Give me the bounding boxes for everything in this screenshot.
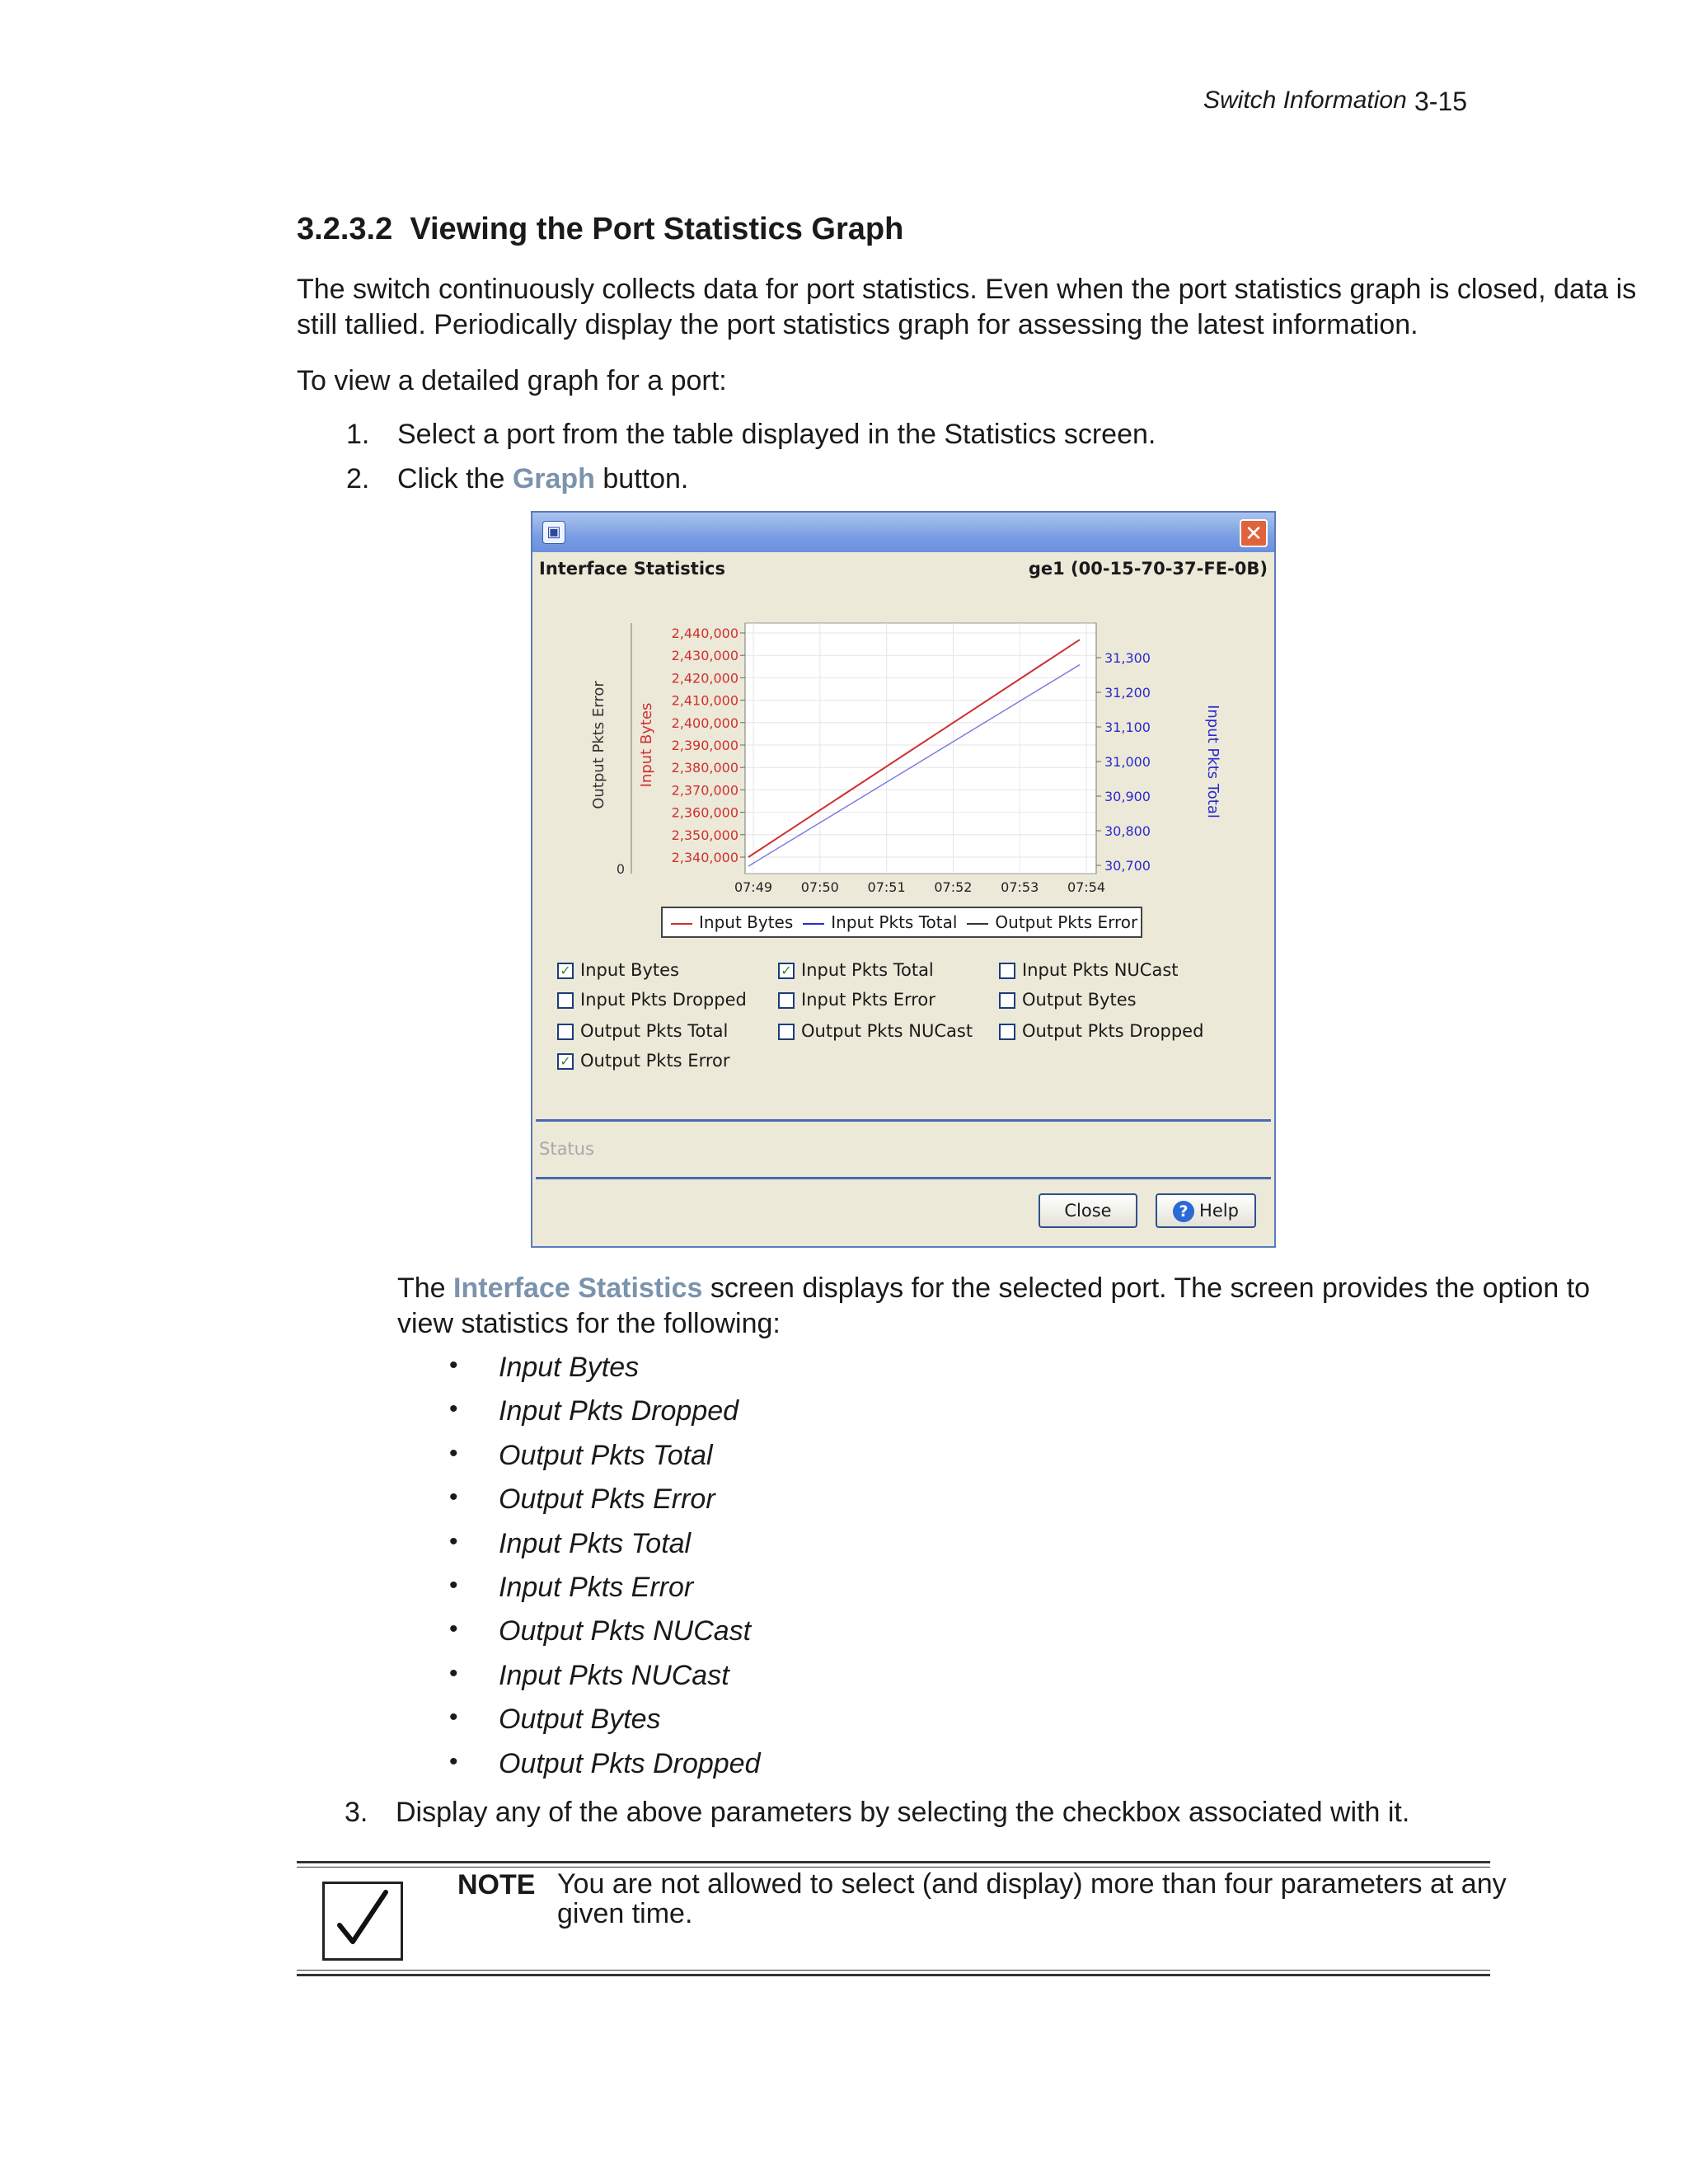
intro-line-2: still tallied. Periodically display the port statistics graph for assessing the latest information. — [297, 309, 1418, 340]
status-bar: Status — [539, 1139, 594, 1159]
y-tick-label-input-bytes: 2,440,000 — [671, 626, 738, 641]
checkbox-label: Output Pkts NUCast — [801, 1021, 973, 1041]
legend-label: Output Pkts Error — [995, 912, 1138, 932]
checked-box-icon[interactable]: ✓ — [778, 963, 795, 979]
checkbox-output-pkts-error[interactable] — [557, 1050, 729, 1071]
bullet-icon: • — [449, 1439, 458, 1467]
interface-statistics-reference: Interface Statistics — [453, 1272, 703, 1304]
checkbox-output-pkts-dropped[interactable] — [999, 1020, 1203, 1042]
bullet-icon: • — [449, 1352, 458, 1379]
y-tick-label-input-pkts-total: 31,100 — [1104, 719, 1151, 735]
chart-legend — [661, 907, 1142, 938]
list-item-text: Input Pkts Dropped — [499, 1395, 739, 1427]
step-2-post: button. — [594, 463, 689, 494]
note-text — [557, 1869, 1507, 1929]
checkbox-input-bytes[interactable] — [557, 959, 679, 981]
list-item-text: Output Pkts NUCast — [499, 1615, 752, 1647]
checkbox-label: Output Pkts Error — [580, 1051, 730, 1071]
legend-label: Input Bytes — [699, 912, 794, 932]
step-1-text: Select a port from the table displayed in the Statistics screen. — [397, 419, 1156, 450]
checkbox-output-pkts-total[interactable] — [557, 1020, 728, 1042]
y-tick-label-output-pkts-error: 0 — [616, 861, 625, 877]
legend-item — [671, 912, 793, 932]
checkbox-label: Output Pkts Dropped — [1022, 1021, 1204, 1041]
legend-swatch — [671, 923, 692, 925]
x-tick-label: 07:54 — [1067, 879, 1106, 895]
y-tick-label-input-pkts-total: 30,900 — [1104, 789, 1151, 804]
legend-swatch — [967, 923, 988, 925]
list-item-text: Input Pkts Total — [499, 1527, 692, 1559]
graph-panel — [539, 590, 1268, 953]
description-post: screen displays for the selected port. The screen provides the option to — [702, 1272, 1591, 1304]
y-tick-label-input-bytes: 2,430,000 — [671, 648, 738, 664]
bullet-icon: • — [449, 1747, 458, 1775]
y-tick-label-input-bytes: 2,400,000 — [671, 715, 738, 731]
list-item-text: Input Pkts NUCast — [499, 1659, 729, 1691]
section-title: Viewing the Port Statistics Graph — [410, 212, 904, 246]
intro-line-3: To view a detailed graph for a port: — [297, 365, 727, 396]
graph-button-reference: Graph — [512, 463, 595, 494]
checkbox-label: Input Pkts Total — [801, 960, 934, 980]
legend-item — [803, 912, 957, 932]
checkmark-icon — [322, 1882, 403, 1961]
list-item-text: Output Pkts Error — [499, 1483, 715, 1516]
help-button[interactable] — [1156, 1193, 1256, 1228]
y-tick-label-input-bytes: 2,410,000 — [671, 692, 738, 709]
description-line-2: view statistics for the following: — [397, 1308, 781, 1339]
checkbox-output-bytes[interactable] — [999, 989, 1137, 1010]
checkbox-input-pkts-nucast[interactable] — [999, 959, 1179, 981]
legend-item — [967, 912, 1137, 932]
help-icon: ? — [1173, 1201, 1194, 1222]
y-tick-label-input-bytes: 2,360,000 — [671, 804, 738, 821]
interface-statistics-window — [531, 511, 1276, 1248]
x-tick-label: 07:51 — [867, 879, 906, 895]
bullet-icon: • — [449, 1704, 458, 1732]
intro-line-1: The switch continuously collects data for port statistics. Even when the port statistics graph is closed, data is — [297, 274, 1637, 305]
status-divider-bottom — [536, 1177, 1271, 1179]
unchecked-box-icon[interactable] — [999, 963, 1015, 979]
y-axis-label-input-pkts-total: Input Pkts Total — [1204, 705, 1221, 818]
description-pre: The — [397, 1272, 454, 1304]
note-rule-bottom-thin — [297, 1970, 1490, 1971]
step-3-text: Display any of the above parameters by selecting the checkbox associated with it. — [396, 1797, 1410, 1828]
y-tick-label-input-pkts-total: 30,800 — [1104, 823, 1151, 839]
y-tick-label-input-pkts-total: 31,200 — [1104, 685, 1151, 701]
window-titlebar[interactable] — [532, 513, 1274, 552]
legend-swatch — [803, 923, 824, 925]
y-tick-label-input-pkts-total: 31,300 — [1104, 650, 1151, 666]
checked-box-icon[interactable]: ✓ — [557, 1053, 574, 1070]
list-item-text: Input Bytes — [499, 1352, 640, 1383]
checkbox-label: Input Pkts NUCast — [1022, 960, 1179, 980]
unchecked-box-icon[interactable] — [778, 1024, 795, 1040]
bullet-icon: • — [449, 1527, 458, 1555]
page-number: 3-15 — [1414, 87, 1468, 116]
checkbox-label: Output Bytes — [1022, 990, 1137, 1010]
bullet-icon: • — [449, 1572, 458, 1599]
step-3-number: 3. — [345, 1797, 368, 1828]
section-heading — [297, 212, 903, 247]
running-header-section: Switch Information — [1203, 87, 1407, 114]
window-title: Interface Statistics — [539, 559, 725, 579]
y-tick-label-input-bytes: 2,350,000 — [671, 827, 738, 843]
x-tick-label: 07:52 — [934, 879, 973, 895]
checkbox-label: Input Pkts Dropped — [580, 990, 747, 1010]
step-1-number: 1. — [346, 419, 370, 450]
checkbox-input-pkts-dropped[interactable] — [557, 989, 747, 1010]
checkbox-label: Input Bytes — [580, 960, 679, 980]
checkbox-output-pkts-nucast[interactable] — [778, 1020, 973, 1042]
step-2-text — [397, 463, 688, 495]
x-tick-label: 07:50 — [800, 879, 839, 895]
checkbox-label: Output Pkts Total — [580, 1021, 729, 1041]
list-item-text: Output Bytes — [499, 1704, 661, 1736]
window-close-button[interactable]: ✕ — [1240, 519, 1268, 547]
unchecked-box-icon[interactable] — [778, 992, 795, 1009]
y-tick-label-input-bytes: 2,420,000 — [671, 670, 738, 687]
unchecked-box-icon[interactable] — [999, 992, 1015, 1009]
y-axis-label-input-bytes: Input Bytes — [638, 702, 655, 788]
description-line-1 — [397, 1271, 1590, 1306]
x-tick-label: 07:49 — [734, 879, 773, 895]
y-tick-label-input-pkts-total: 31,000 — [1104, 754, 1151, 770]
x-tick-label: 07:53 — [1001, 879, 1039, 895]
note-line-2: given time. — [557, 1898, 693, 1929]
checkbox-label: Input Pkts Error — [801, 990, 935, 1010]
help-button-label: Help — [1199, 1201, 1239, 1221]
y-tick-label-input-pkts-total: 30,700 — [1104, 858, 1151, 874]
checkbox-input-pkts-total[interactable] — [778, 959, 934, 981]
step-2-pre: Click the — [397, 463, 513, 494]
checkbox-input-pkts-error[interactable] — [778, 989, 935, 1010]
y-axis-label-output-pkts-error: Output Pkts Error — [590, 681, 607, 809]
y-tick-label-input-bytes: 2,370,000 — [671, 782, 738, 799]
note-rule-top-thin — [297, 1867, 1490, 1868]
y-tick-label-input-bytes: 2,390,000 — [671, 738, 738, 753]
checked-box-icon[interactable]: ✓ — [557, 963, 574, 979]
bullet-icon: • — [449, 1659, 458, 1687]
bullet-icon: • — [449, 1615, 458, 1643]
legend-label: Input Pkts Total — [831, 912, 958, 932]
unchecked-box-icon[interactable] — [999, 1024, 1015, 1040]
section-number: 3.2.3.2 — [297, 212, 393, 246]
list-item-text: Output Pkts Total — [499, 1439, 713, 1471]
window-header — [539, 559, 1268, 583]
y-tick-label-input-bytes: 2,340,000 — [671, 850, 738, 865]
app-icon: ▣ — [542, 521, 565, 544]
status-divider-top — [536, 1119, 1271, 1122]
port-identifier: ge1 (00-15-70-37-FE-0B) — [1028, 559, 1268, 579]
list-item-text: Output Pkts Dropped — [499, 1747, 761, 1779]
close-button[interactable]: Close — [1039, 1193, 1137, 1228]
note-rule-bottom — [297, 1974, 1490, 1976]
bullet-icon: • — [449, 1483, 458, 1511]
y-tick-label-input-bytes: 2,380,000 — [671, 760, 738, 776]
note-line-1: You are not allowed to select (and display) more than four parameters at any — [557, 1868, 1507, 1900]
note-label: NOTE — [457, 1869, 536, 1900]
note-rule-top — [297, 1861, 1490, 1863]
statistics-chart — [539, 590, 1268, 903]
bullet-icon: • — [449, 1395, 458, 1423]
list-item-text: Input Pkts Error — [499, 1572, 694, 1603]
step-2-number: 2. — [346, 463, 370, 494]
unchecked-box-icon[interactable] — [557, 1024, 574, 1040]
unchecked-box-icon[interactable] — [557, 992, 574, 1009]
